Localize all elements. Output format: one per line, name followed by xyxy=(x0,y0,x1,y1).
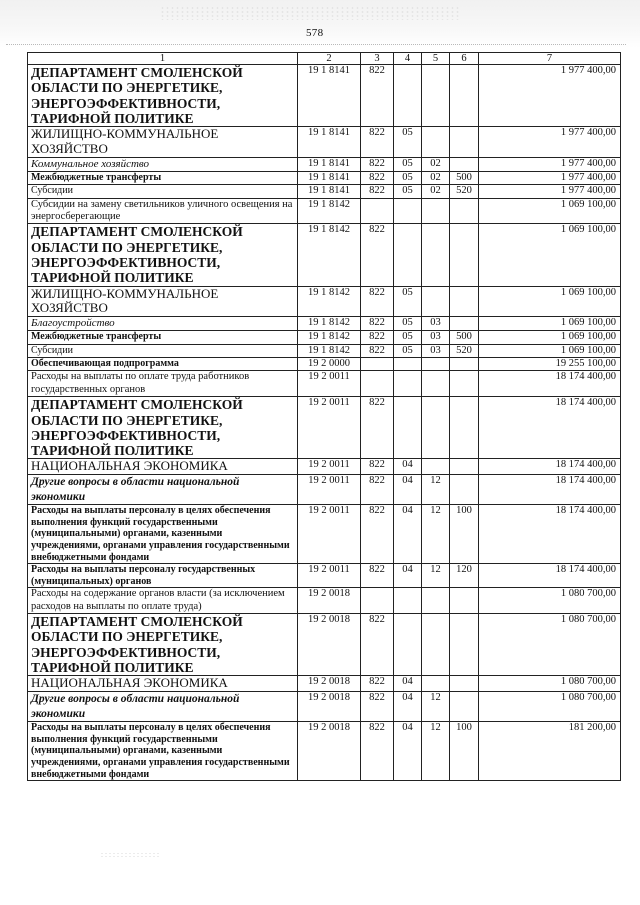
section-code xyxy=(394,371,422,397)
administrator-code: 822 xyxy=(361,65,394,127)
table-row xyxy=(28,157,621,171)
expense-type-code xyxy=(450,397,479,459)
amount: 1 069 100,00 xyxy=(479,344,621,357)
amount: 18 174 400,00 xyxy=(479,505,621,564)
expense-type-code: 500 xyxy=(450,331,479,344)
section-code: 05 xyxy=(394,331,422,344)
administrator-code: 822 xyxy=(361,564,394,588)
table-row xyxy=(28,198,621,224)
expense-type-code xyxy=(450,198,479,224)
section-code xyxy=(394,397,422,459)
target-article-code: 19 2 0011 xyxy=(298,371,361,397)
administrator-code: 822 xyxy=(361,459,394,475)
column-number: 3 xyxy=(361,53,394,65)
administrator-code xyxy=(361,371,394,397)
section-code: 04 xyxy=(394,676,422,692)
table-row xyxy=(28,185,621,198)
budget-item-name: ДЕПАРТАМЕНТ СМОЛЕНСКОЙ ОБЛАСТИ ПО ЭНЕРГЕТИКЕ, ЭНЕРГОЭФФЕКТИВНОСТИ, ТАРИФНОЙ ПОЛИТИКЕ xyxy=(28,65,298,127)
target-article-code: 19 2 0000 xyxy=(298,358,361,371)
subsection-code: 03 xyxy=(422,317,450,331)
amount: 18 174 400,00 xyxy=(479,459,621,475)
expense-type-code: 120 xyxy=(450,564,479,588)
section-code xyxy=(394,614,422,676)
administrator-code xyxy=(361,588,394,614)
budget-item-name: ДЕПАРТАМЕНТ СМОЛЕНСКОЙ ОБЛАСТИ ПО ЭНЕРГЕТИКЕ, ЭНЕРГОЭФФЕКТИВНОСТИ, ТАРИФНОЙ ПОЛИТИКЕ xyxy=(28,224,298,286)
budget-item-name: Другие вопросы в области национальной экономики xyxy=(28,692,298,722)
target-article-code: 19 2 0018 xyxy=(298,722,361,781)
expense-type-code: 520 xyxy=(450,344,479,357)
budget-item-name: ЖИЛИЩНО-КОММУНАЛЬНОЕ ХОЗЯЙСТВО xyxy=(28,286,298,317)
target-article-code: 19 2 0018 xyxy=(298,614,361,676)
target-article-code: 19 1 8142 xyxy=(298,344,361,357)
target-article-code: 19 1 8141 xyxy=(298,157,361,171)
section-code: 05 xyxy=(394,317,422,331)
expense-type-code xyxy=(450,459,479,475)
amount: 1 080 700,00 xyxy=(479,614,621,676)
subsection-code xyxy=(422,65,450,127)
section-code: 04 xyxy=(394,722,422,781)
amount: 1 069 100,00 xyxy=(479,317,621,331)
administrator-code: 822 xyxy=(361,676,394,692)
column-number: 6 xyxy=(450,53,479,65)
budget-item-name: Обеспечивающая подпрограмма xyxy=(28,358,298,371)
amount: 1 069 100,00 xyxy=(479,224,621,286)
table-row xyxy=(28,331,621,344)
target-article-code: 19 2 0018 xyxy=(298,588,361,614)
target-article-code: 19 2 0011 xyxy=(298,505,361,564)
administrator-code: 822 xyxy=(361,692,394,722)
section-code xyxy=(394,224,422,286)
expense-type-code xyxy=(450,317,479,331)
section-code: 04 xyxy=(394,564,422,588)
table-row xyxy=(28,127,621,158)
subsection-code xyxy=(422,459,450,475)
budget-item-name: Субсидии xyxy=(28,185,298,198)
budget-item-name: Субсидии на замену светильников уличного освещения на энергосберегающие xyxy=(28,198,298,224)
section-code xyxy=(394,198,422,224)
budget-item-name: Расходы на выплаты персоналу государственных (муниципальных) органов xyxy=(28,564,298,588)
amount: 18 174 400,00 xyxy=(479,397,621,459)
amount: 1 080 700,00 xyxy=(479,692,621,722)
table-row xyxy=(28,371,621,397)
budget-item-name: Расходы на выплаты персоналу в целях обеспечения выполнения функций государственными (муниципальными) органами, казенными учреждениями, органами управления государственными внебюджетными фондами xyxy=(28,722,298,781)
page-number: 578 xyxy=(306,27,324,39)
administrator-code: 822 xyxy=(361,317,394,331)
subsection-code: 12 xyxy=(422,692,450,722)
expense-type-code xyxy=(450,614,479,676)
subsection-code xyxy=(422,224,450,286)
section-code: 05 xyxy=(394,171,422,184)
amount: 19 255 100,00 xyxy=(479,358,621,371)
administrator-code: 822 xyxy=(361,722,394,781)
section-code: 04 xyxy=(394,692,422,722)
subsection-code: 02 xyxy=(422,171,450,184)
subsection-code xyxy=(422,614,450,676)
table-row xyxy=(28,224,621,286)
table-row xyxy=(28,317,621,331)
column-number: 4 xyxy=(394,53,422,65)
expense-type-code xyxy=(450,286,479,317)
administrator-code: 822 xyxy=(361,185,394,198)
subsection-code xyxy=(422,127,450,158)
budget-table-body xyxy=(28,53,621,781)
scan-artifact-line xyxy=(6,44,626,45)
amount: 1 977 400,00 xyxy=(479,185,621,198)
subsection-code: 12 xyxy=(422,475,450,505)
administrator-code: 822 xyxy=(361,344,394,357)
amount: 1 977 400,00 xyxy=(479,127,621,158)
subsection-code xyxy=(422,358,450,371)
scan-noise xyxy=(160,6,460,20)
subsection-code xyxy=(422,397,450,459)
section-code: 05 xyxy=(394,127,422,158)
budget-item-name: ДЕПАРТАМЕНТ СМОЛЕНСКОЙ ОБЛАСТИ ПО ЭНЕРГЕТИКЕ, ЭНЕРГОЭФФЕКТИВНОСТИ, ТАРИФНОЙ ПОЛИТИКЕ xyxy=(28,397,298,459)
target-article-code: 19 1 8141 xyxy=(298,185,361,198)
amount: 1 977 400,00 xyxy=(479,157,621,171)
table-row xyxy=(28,588,621,614)
budget-item-name: Межбюджетные трансферты xyxy=(28,171,298,184)
subsection-code: 02 xyxy=(422,157,450,171)
column-number-row xyxy=(28,53,621,65)
subsection-code: 12 xyxy=(422,505,450,564)
target-article-code: 19 2 0011 xyxy=(298,397,361,459)
section-code: 05 xyxy=(394,344,422,357)
subsection-code: 03 xyxy=(422,331,450,344)
subsection-code xyxy=(422,371,450,397)
column-number: 1 xyxy=(28,53,298,65)
section-code: 04 xyxy=(394,459,422,475)
expense-type-code xyxy=(450,692,479,722)
budget-item-name: Расходы на содержание органов власти (за исключением расходов на выплаты по оплате труда) xyxy=(28,588,298,614)
budget-item-name: Расходы на выплаты персоналу в целях обеспечения выполнения функций государственными (муниципальными) органами, казенными учреждениями, органами управления государственными внебюджетными фондами xyxy=(28,505,298,564)
scan-artifact-bottom xyxy=(100,852,160,858)
table-row xyxy=(28,344,621,357)
table-row xyxy=(28,692,621,722)
table-row xyxy=(28,286,621,317)
column-number: 2 xyxy=(298,53,361,65)
table-row xyxy=(28,614,621,676)
section-code: 05 xyxy=(394,185,422,198)
administrator-code: 822 xyxy=(361,505,394,564)
budget-item-name: НАЦИОНАЛЬНАЯ ЭКОНОМИКА xyxy=(28,676,298,692)
subsection-code xyxy=(422,198,450,224)
expense-type-code: 500 xyxy=(450,171,479,184)
table-row xyxy=(28,459,621,475)
target-article-code: 19 1 8142 xyxy=(298,331,361,344)
amount: 1 977 400,00 xyxy=(479,171,621,184)
amount: 181 200,00 xyxy=(479,722,621,781)
subsection-code: 12 xyxy=(422,722,450,781)
amount: 1 069 100,00 xyxy=(479,331,621,344)
amount: 1 080 700,00 xyxy=(479,676,621,692)
budget-item-name: ДЕПАРТАМЕНТ СМОЛЕНСКОЙ ОБЛАСТИ ПО ЭНЕРГЕТИКЕ, ЭНЕРГОЭФФЕКТИВНОСТИ, ТАРИФНОЙ ПОЛИТИКЕ xyxy=(28,614,298,676)
table-row xyxy=(28,358,621,371)
administrator-code: 822 xyxy=(361,475,394,505)
section-code: 05 xyxy=(394,157,422,171)
amount: 18 174 400,00 xyxy=(479,371,621,397)
target-article-code: 19 1 8141 xyxy=(298,127,361,158)
administrator-code: 822 xyxy=(361,614,394,676)
table-row xyxy=(28,505,621,564)
budget-item-name: Субсидии xyxy=(28,344,298,357)
budget-table xyxy=(27,52,621,781)
expense-type-code: 520 xyxy=(450,185,479,198)
administrator-code: 822 xyxy=(361,127,394,158)
subsection-code: 02 xyxy=(422,185,450,198)
target-article-code: 19 2 0011 xyxy=(298,475,361,505)
target-article-code: 19 1 8142 xyxy=(298,317,361,331)
expense-type-code: 100 xyxy=(450,722,479,781)
administrator-code: 822 xyxy=(361,331,394,344)
section-code xyxy=(394,65,422,127)
target-article-code: 19 2 0018 xyxy=(298,692,361,722)
target-article-code: 19 1 8141 xyxy=(298,171,361,184)
target-article-code: 19 1 8142 xyxy=(298,198,361,224)
expense-type-code xyxy=(450,676,479,692)
budget-item-name: ЖИЛИЩНО-КОММУНАЛЬНОЕ ХОЗЯЙСТВО xyxy=(28,127,298,158)
table-row xyxy=(28,475,621,505)
budget-item-name: НАЦИОНАЛЬНАЯ ЭКОНОМИКА xyxy=(28,459,298,475)
administrator-code xyxy=(361,198,394,224)
target-article-code: 19 2 0018 xyxy=(298,676,361,692)
amount: 1 069 100,00 xyxy=(479,198,621,224)
column-number: 7 xyxy=(479,53,621,65)
expense-type-code xyxy=(450,475,479,505)
amount: 1 977 400,00 xyxy=(479,65,621,127)
table-row xyxy=(28,65,621,127)
table-row xyxy=(28,171,621,184)
administrator-code: 822 xyxy=(361,157,394,171)
amount: 1 080 700,00 xyxy=(479,588,621,614)
expense-type-code xyxy=(450,224,479,286)
subsection-code: 03 xyxy=(422,344,450,357)
target-article-code: 19 1 8141 xyxy=(298,65,361,127)
budget-item-name: Коммунальное хозяйство xyxy=(28,157,298,171)
table-row xyxy=(28,676,621,692)
expense-type-code xyxy=(450,588,479,614)
section-code: 04 xyxy=(394,505,422,564)
budget-item-name: Межбюджетные трансферты xyxy=(28,331,298,344)
amount: 18 174 400,00 xyxy=(479,564,621,588)
administrator-code: 822 xyxy=(361,224,394,286)
subsection-code xyxy=(422,588,450,614)
target-article-code: 19 2 0011 xyxy=(298,564,361,588)
section-code: 04 xyxy=(394,475,422,505)
expense-type-code xyxy=(450,358,479,371)
section-code xyxy=(394,358,422,371)
section-code: 05 xyxy=(394,286,422,317)
budget-item-name: Расходы на выплаты по оплате труда работников государственных органов xyxy=(28,371,298,397)
expense-type-code xyxy=(450,371,479,397)
budget-item-name: Другие вопросы в области национальной экономики xyxy=(28,475,298,505)
administrator-code xyxy=(361,358,394,371)
budget-item-name: Благоустройство xyxy=(28,317,298,331)
amount: 1 069 100,00 xyxy=(479,286,621,317)
expense-type-code xyxy=(450,157,479,171)
subsection-code xyxy=(422,676,450,692)
subsection-code xyxy=(422,286,450,317)
administrator-code: 822 xyxy=(361,171,394,184)
target-article-code: 19 1 8142 xyxy=(298,286,361,317)
table-row xyxy=(28,397,621,459)
column-number: 5 xyxy=(422,53,450,65)
table-row xyxy=(28,722,621,781)
target-article-code: 19 1 8142 xyxy=(298,224,361,286)
section-code xyxy=(394,588,422,614)
expense-type-code xyxy=(450,65,479,127)
table-row xyxy=(28,564,621,588)
expense-type-code xyxy=(450,127,479,158)
administrator-code: 822 xyxy=(361,286,394,317)
amount: 18 174 400,00 xyxy=(479,475,621,505)
administrator-code: 822 xyxy=(361,397,394,459)
target-article-code: 19 2 0011 xyxy=(298,459,361,475)
subsection-code: 12 xyxy=(422,564,450,588)
expense-type-code: 100 xyxy=(450,505,479,564)
